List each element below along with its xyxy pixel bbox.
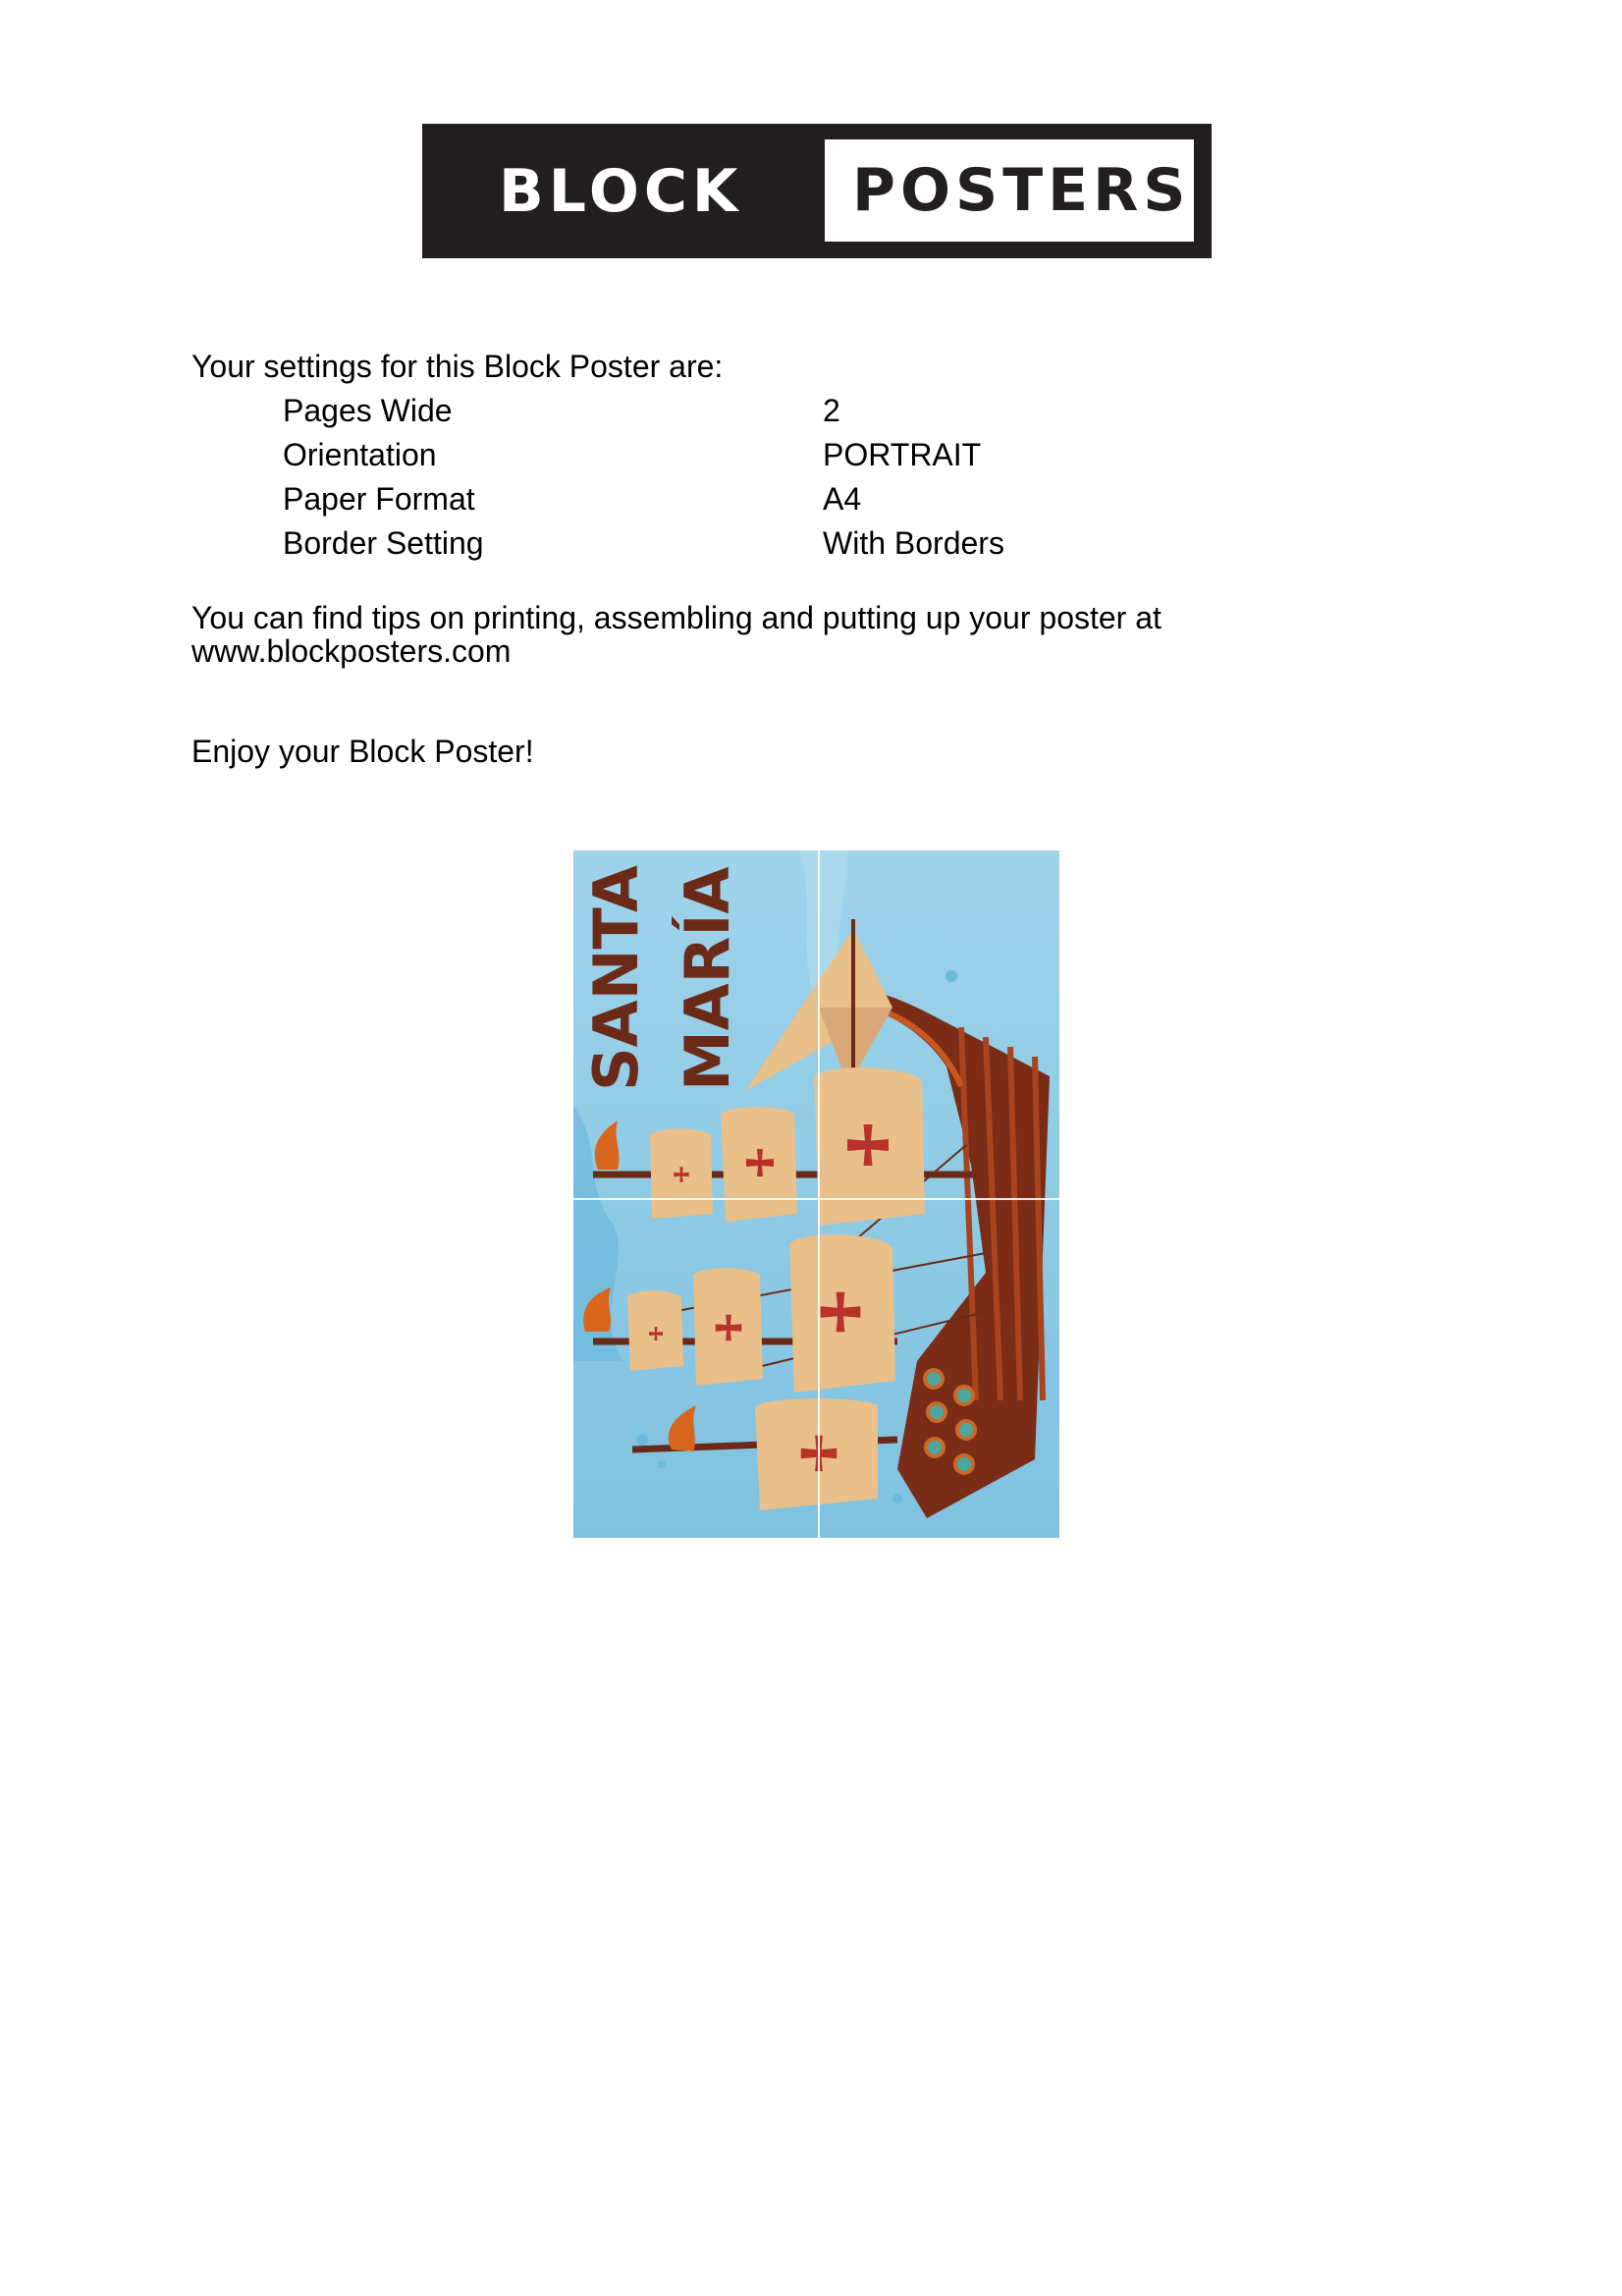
tips-text: You can find tips on printing, assembling and putting up your poster at <box>191 600 1162 635</box>
setting-value: A4 <box>823 481 862 517</box>
poster-preview-image <box>573 850 1059 1538</box>
logo-box <box>825 139 1194 242</box>
closing-message: Enjoy your Block Poster! <box>191 734 534 769</box>
tips-paragraph <box>191 601 1271 668</box>
poster-title-santa: SANTA <box>580 865 652 1091</box>
poster-preview-illustration <box>573 850 1059 1538</box>
tips-url: www.blockposters.com <box>191 633 512 669</box>
setting-value: With Borders <box>823 525 1004 561</box>
setting-label: Paper Format <box>283 481 475 517</box>
settings-intro: Your settings for this Block Poster are: <box>191 349 724 384</box>
setting-value: PORTRAIT <box>823 437 982 472</box>
setting-label: Orientation <box>283 437 437 472</box>
logo-word-block: BLOCK <box>499 157 743 226</box>
setting-label: Border Setting <box>283 525 484 561</box>
setting-value: 2 <box>823 393 840 428</box>
block-posters-logo <box>422 124 1212 258</box>
setting-label: Pages Wide <box>283 393 453 428</box>
logo-word-posters: POSTERS <box>852 156 1191 225</box>
poster-title-maria: MARÍA <box>672 866 743 1091</box>
